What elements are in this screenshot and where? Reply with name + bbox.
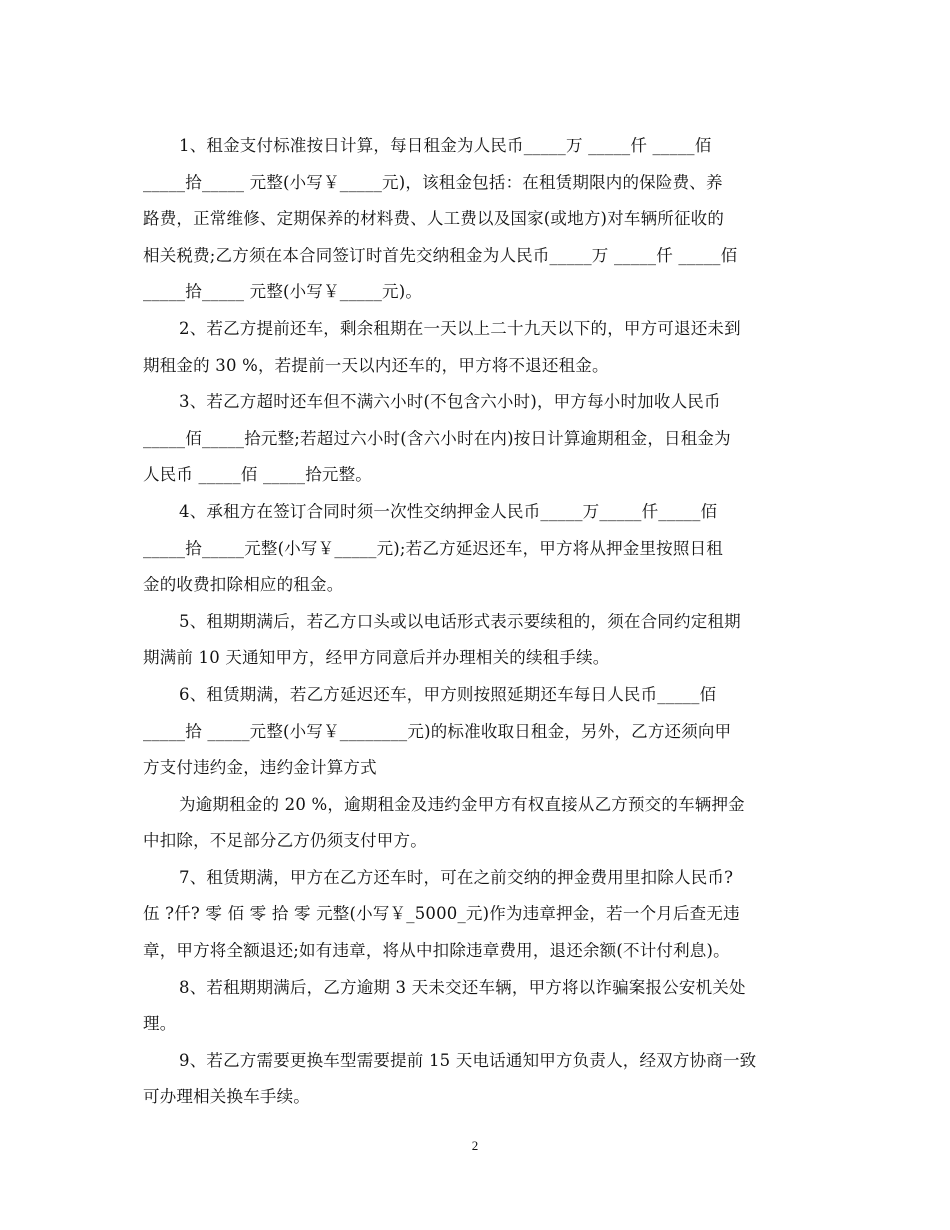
text-line: 相关税费;乙方须在本合同签订时首先交纳租金为人民币_____万 _____仟 _____佰: [143, 245, 738, 265]
document-body: [143, 128, 815, 1116]
text-line: 8、若租期期满后，乙方逾期 3 天未交还车辆，甲方将以诈骗案报公安机关处: [179, 977, 746, 997]
text-line: _____佰_____拾元整;若超过六小时(含六小时在内)按日计算逾期租金，日租金为: [143, 428, 731, 448]
text-line: 金的收费扣除相应的租金。: [143, 575, 344, 595]
text-line: 期满前 10 天通知甲方，经甲方同意后并办理相关的续租手续。: [143, 648, 610, 668]
text-line: 方支付违约金，违约金计算方式: [143, 758, 377, 778]
text-line: 人民币 _____佰 _____拾元整。: [143, 465, 372, 485]
text-line: 4、承租方在签订合同时须一次性交纳押金人民币_____万_____仟_____佰: [179, 501, 718, 521]
text-line: _____拾 _____元整(小写￥________元)的标准收取日租金，另外，乙方还须向甲: [143, 721, 732, 741]
text-line: 理。: [143, 1014, 177, 1034]
text-line: 中扣除，不足部分乙方仍须支付甲方。: [143, 831, 427, 851]
text-line: 1、租金支付标准按日计算，每日租金为人民币_____万 _____仟 _____佰: [179, 136, 712, 155]
text-line: 章，甲方将全额退还;如有违章，将从中扣除违章费用，退还余额(不计付利息)。: [143, 941, 730, 961]
text-line: 路费，正常维修、定期保养的材料费、人工费以及国家(或地方)对车辆所征收的: [143, 209, 725, 229]
text-line: 9、若乙方需要更换车型需要提前 15 天电话通知甲方负责人，经双方协商一致: [179, 1050, 757, 1070]
text-line: _____拾_____元整(小写￥_____元);若乙方延迟还车，甲方将从押金里按照日租: [143, 538, 723, 558]
text-line: 6、租赁期满，若乙方延迟还车，甲方则按照延期还车每日人民币_____佰: [179, 684, 717, 704]
text-line: 3、若乙方超时还车但不满六小时(不包含六小时)，甲方每小时加收人民币: [179, 392, 721, 412]
text-line: 为逾期租金的 20 %，逾期租金及违约金甲方有权直接从乙方预交的车辆押金: [179, 794, 745, 814]
text-line: 伍 ?仟? 零 佰 零 拾 零 元整(小写￥_5000_元)作为违章押金，若一个月后查无违: [143, 904, 740, 924]
text-line: _____拾_____ 元整(小写￥_____元)。: [143, 282, 423, 302]
text-line: 可办理相关换车手续。: [143, 1087, 310, 1107]
page-number: 2: [471, 1138, 479, 1153]
text-line: _____拾_____ 元整(小写￥_____元)，该租金包括：在租赁期限内的保险费、养: [143, 172, 723, 192]
text-line: 2、若乙方提前还车，剩余租期在一天以上二十九天以下的，甲方可退还未到: [179, 318, 741, 338]
text-line: 5、租期期满后，若乙方口头或以电话形式表示要续租的，须在合同约定租期: [179, 611, 741, 631]
text-line: 期租金的 30 %，若提前一天以内还车的，甲方将不退还租金。: [143, 355, 609, 375]
text-line: 7、租赁期满，甲方在乙方还车时，可在之前交纳的押金费用里扣除人民币?: [179, 867, 734, 887]
